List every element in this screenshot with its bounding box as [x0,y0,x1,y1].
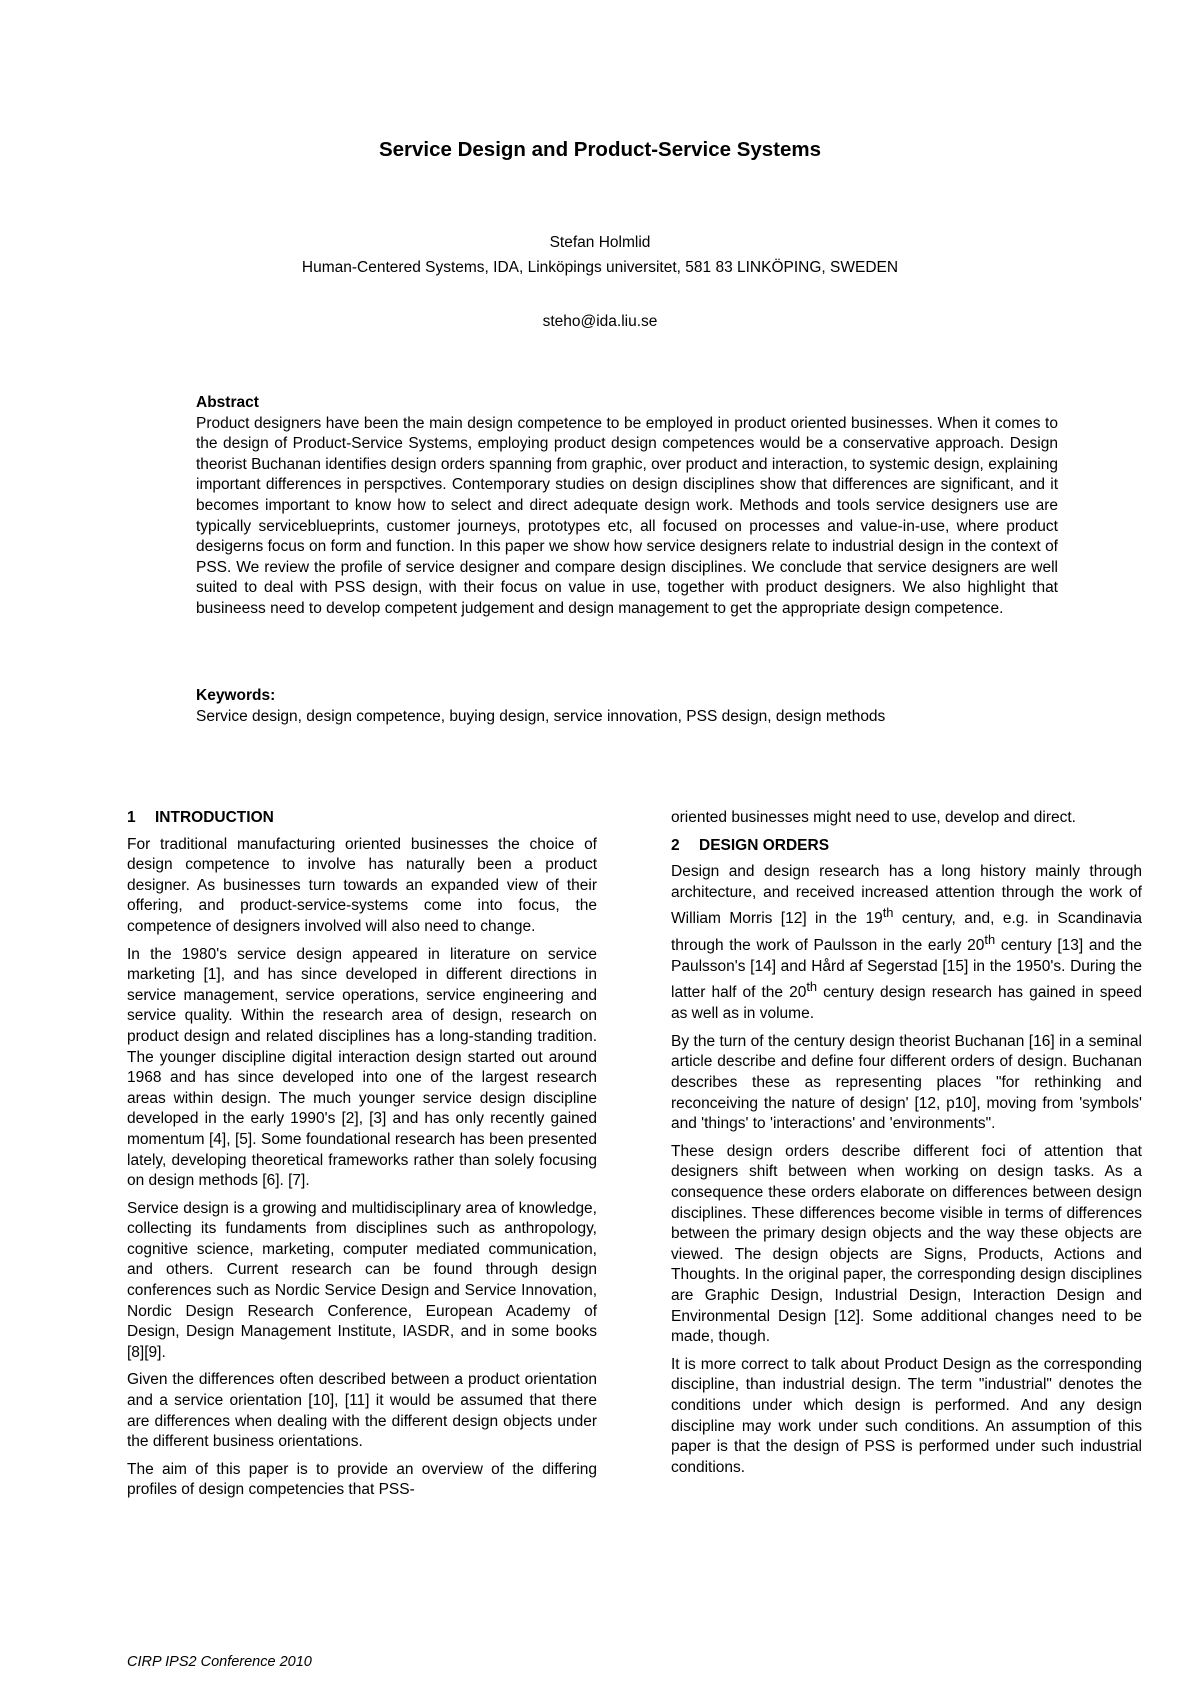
section-2-title: DESIGN ORDERS [699,836,830,854]
keywords-text: Service design, design competence, buying design, service innovation, PSS design, design methods [196,707,886,725]
keywords-section [196,686,1058,727]
text-run: Design and design research has a long history mainly through architecture, and received increased attention through the work of William Morris [12] in the 19 [671,863,1142,928]
section-1-number: 1 [127,809,136,826]
author-email: steho@ida.liu.se [542,313,658,330]
superscript: th [882,905,894,921]
left-column [127,808,597,1508]
paragraph: By the turn of the century design theorist Buchanan [16] in a seminal article describe and define four different orders of design. Buchanan describes these as representing places "for rethinking and reconceiving the nature of design' [12, p10], moving from 'symbols' and 'things' to 'interactions' and 'environments". [671,1032,1142,1133]
section-2-number: 2 [671,836,680,854]
superscript: th [806,979,818,995]
author-name: Stefan Holmlid [549,234,651,251]
paragraph: In the 1980's service design appeared in literature on service marketing [1], and has since developed in different directions in service management, service operations, service engineering and service quality. Within the research area of design, research on product design and related disciplines has a long-standing tradition. The younger discipline digital interaction design started out around 1968 and has since developed into one of the largest research areas within design. The much younger service design discipline developed in the early 1990's [2], [3] and has only recently gained momentum [4], [5]. Some foundational research has been presented lately, developing theoretical frameworks rather than solely focusing on design methods [6]. [7]. [127,945,597,1190]
page-footer: CIRP IPS2 Conference 2010 [127,1654,312,1670]
abstract-heading: Abstract [196,394,259,411]
section-1-heading [127,808,597,829]
paragraph: For traditional manufacturing oriented businesses the choice of design competence to involve has naturally been a product designer. As businesses turn towards an expanded view of their offering, and product-service-systems come into focus, the competence of designers involved will also need to change. [127,835,597,935]
paragraph: The aim of this paper is to provide an overview of the differing profiles of design competencies that PSS- [127,1460,597,1499]
paragraph: Service design is a growing and multidisciplinary area of knowledge, collecting its fundaments from disciplines such as anthropology, cognitive science, marketing, computer mediated communication, and others. Current research can be found through design conferences such as Nordic Service Design and Service Innovation, Nordic Design Research Conference, European Academy of Design, Design Management Institute, IASDR, and in some books [8][9]. [127,1199,597,1361]
right-column [671,808,1142,1485]
paragraph: Given the differences often described between a product orientation and a service orientation [10], [11] it would be assumed that there are differences when dealing with the different design objects under the different business orientations. [127,1371,597,1451]
paragraph [671,862,1142,1025]
text-run: century design research has gained in speed as well as in volume. [671,984,1142,1023]
text-run: century [13] and the Paulsson's [14] and Hård af Segerstad [15] in the 1950's. During the latter half of the 20 [671,937,1142,1002]
section-2-heading [671,836,1142,857]
superscript: th [984,932,996,948]
keywords-heading: Keywords: [196,687,276,704]
abstract-section [196,393,1058,620]
paragraph-continuation: oriented businesses might need to use, develop and direct. [671,809,1076,826]
author-affiliation: Human-Centered Systems, IDA, Linköpings universitet, 581 83 LINKÖPING, SWEDEN [301,259,899,276]
paper-title: Service Design and Product-Service Systems [378,138,822,161]
paragraph: It is more correct to talk about Product Design as the corresponding discipline, than industrial design. The term "industrial" denotes the conditions under which design is performed. And any design discipline may work under such conditions. An assumption of this paper is that the design of PSS is performed under such industrial conditions. [671,1355,1142,1476]
text-run: century, and, e.g. in Scandinavia through the work of Paulsson in the early 20 [671,910,1142,955]
paragraph: These design orders describe different foci of attention that designers shift between when working on design tasks. As a consequence these orders elaborate on differences between design disciplines. These differences become visible in terms of differences between the primary design objects and the way these objects are viewed. The design objects are Signs, Products, Actions and Thoughts. In the original paper, the corresponding design disciplines are Graphic Design, Industrial Design, Interaction Design and Environmental Design [12]. Some additional changes need to be made, though. [671,1142,1142,1346]
abstract-text: Product designers have been the main design competence to be employed in product oriented businesses. When it comes to the design of Product-Service Systems, employing product design competences would be a conservative approach. Design theorist Buchanan identifies design orders spanning from graphic, over product and interaction, to systemic design, explaining important differences in perspctives. Contemporary studies on design disciplines show that differences are significant, and it becomes important to know how to select and direct adequate design work. Methods and tools service designers use are typically serviceblueprints, customer journeys, prototypes etc, all focused on processes and value-in-use, where product desigerns focus on form and function. In this paper we show how service designers relate to industrial design in the context of PSS. We review the profile of service designer and compare design disciplines. We conclude that service designers are well suited to deal with PSS design, with their focus on value in use, together with product designers. We also highlight that busineess need to develop competent judgement and design management to get the appropriate design competence. [196,414,1058,617]
section-1-title: INTRODUCTION [155,809,274,826]
